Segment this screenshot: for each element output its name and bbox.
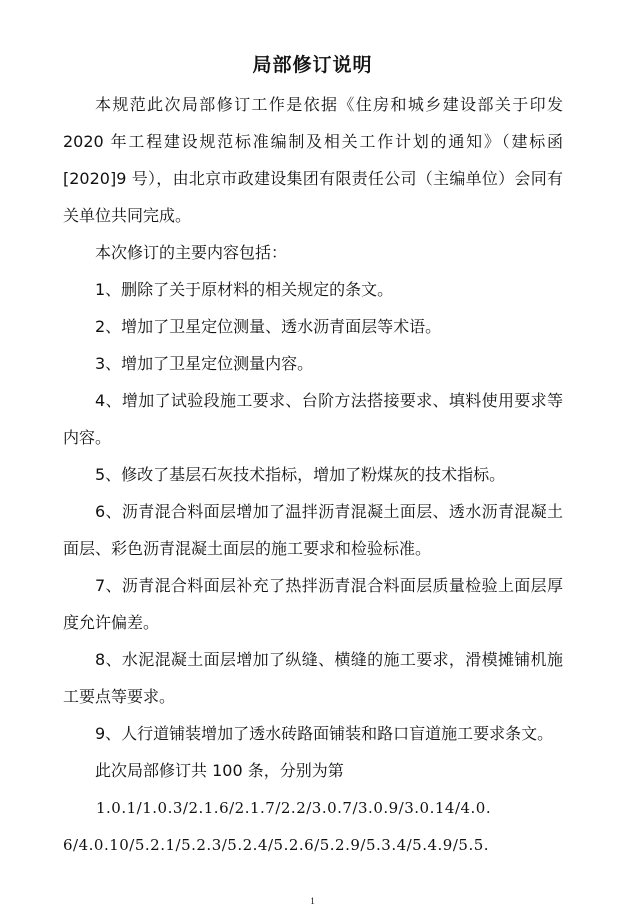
clause-list-line: 1.0.1/1.0.3/2.1.6/2.1.7/2.2/3.0.7/3.0.9/3.0.14/4.0.: [96, 799, 492, 817]
revision-item-2: 2、增加了卫星定位测量、透水沥青面层等术语。: [95, 317, 442, 336]
revision-item-4: 4、增加了试验段施工要求、台阶方法搭接要求、填料使用要求等内容。: [63, 391, 563, 447]
document-title: 局部修订说明: [252, 54, 373, 76]
page-number: 1: [310, 896, 315, 906]
summary-paragraph: 此次局部修订共 100 条，分别为第: [95, 761, 344, 780]
revision-item-9: 9、人行道铺装增加了透水砖路面铺装和路口盲道施工要求条文。: [95, 724, 554, 743]
revision-item-6: 6、沥青混合料面层增加了温拌沥青混凝土面层、透水沥青混凝土面层、彩色沥青混凝土面层的施工要求和检验标准。: [63, 502, 563, 558]
revision-item-5: 5、修改了基层石灰技术指标，增加了粉煤灰的技术指标。: [95, 465, 506, 484]
revision-item-8: 8、水泥混凝土面层增加了纵缝、横缝的施工要求，滑模摊铺机施工要点等要求。: [63, 650, 563, 706]
clause-list-line: 6/4.0.10/5.2.1/5.2.3/5.2.4/5.2.6/5.2.9/5.3.4/5.4.9/5.5.: [63, 836, 490, 854]
intro-paragraph: 本规范此次局部修订工作是依据《住房和城乡建设部关于印发 2020 年工程建设规范标准编制及相关工作计划的通知》（建标函[2020]9 号），由北京市政建设集团有限责任公司（主编单位）会同有关单位共同完成。: [63, 95, 563, 225]
revision-item-3: 3、增加了卫星定位测量内容。: [95, 354, 314, 373]
revision-item-7: 7、沥青混合料面层补充了热拌沥青混合料面层质量检验上面层厚度允许偏差。: [63, 576, 563, 632]
revision-item-1: 1、删除了关于原材料的相关规定的条文。: [95, 280, 394, 299]
contents-heading: 本次修订的主要内容包括：: [95, 243, 288, 262]
